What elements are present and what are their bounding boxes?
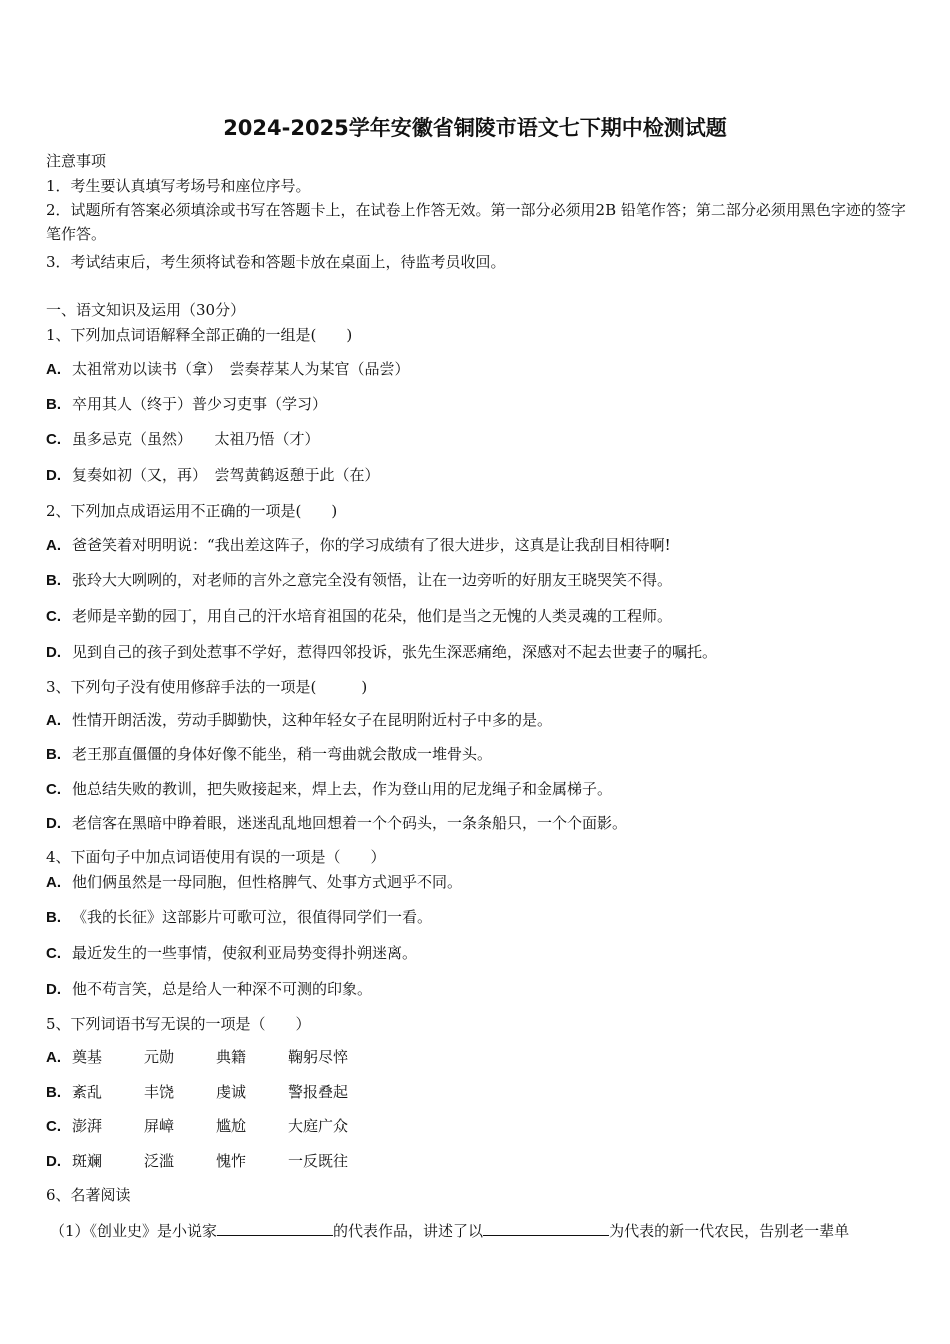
word: 警报叠起: [288, 1083, 349, 1101]
option-text: 他不苟言笑，总是给人一种深不可测的印象。: [72, 980, 373, 998]
option-letter: A.: [46, 874, 61, 891]
notice-item: 1．考生要认真填写考场号和座位序号。: [46, 177, 311, 195]
option: [46, 744, 492, 765]
option-text: 性情开朗活泼，劳动手脚勤快，这种年轻女子在昆明附近村子中多的是。: [72, 711, 553, 729]
question-stem: 4、下面句子中加点词语使用有误的一项是（ ）: [46, 848, 386, 866]
notice-heading: 注意事项: [46, 152, 107, 170]
fill-text: 为代表的新一代农民，告别老一辈单: [609, 1222, 850, 1240]
option: [46, 429, 320, 450]
word: 奠基: [72, 1048, 103, 1066]
option: [46, 465, 380, 486]
option: [46, 570, 672, 591]
option-text: 张玲大大咧咧的，对老师的言外之意完全没有领悟，让在一边旁听的好朋友王晓哭笑不得。: [72, 571, 673, 589]
notice-item: 2．试题所有答案必须填涂或书写在答题卡上，在试卷上作答无效。第一部分必须用2B 铅笔作答；第二部分必须用黑色字迹的签字笔作答。: [46, 201, 906, 243]
fill-in-line: [50, 1219, 849, 1241]
option: [46, 710, 552, 731]
fill-text: （1）《创业史》是小说家: [50, 1222, 218, 1240]
option-letter: C.: [46, 945, 61, 962]
option: [46, 359, 410, 380]
question-stem: 3、下列句子没有使用修辞手法的一项是( ): [46, 678, 368, 696]
option-text: 虽多忌克（虽然） 太祖乃悟（才）: [72, 430, 320, 448]
word: 愧怍: [216, 1152, 247, 1170]
answer-blank[interactable]: [217, 1219, 333, 1236]
option-letter: D.: [46, 981, 61, 998]
option-letter: D.: [46, 644, 61, 661]
option-letter: B.: [46, 746, 61, 763]
word: 屏嶂: [144, 1117, 175, 1135]
option-text: 他们俩虽然是一母同胞，但性格脾气、处事方式迥乎不同。: [72, 873, 463, 891]
word: 一反既往: [288, 1152, 349, 1170]
option-text: 太祖常劝以读书（拿） 尝奏荐某人为某官（品尝）: [72, 360, 410, 378]
option-text: 老王那直僵僵的身体好像不能坐，稍一弯曲就会散成一堆骨头。: [72, 745, 493, 763]
option: [46, 943, 417, 964]
option: [46, 872, 462, 893]
word: 丰饶: [144, 1083, 175, 1101]
option: [46, 1151, 348, 1172]
option-letter: C.: [46, 608, 61, 625]
option-letter: B.: [46, 909, 61, 926]
option-letter: D.: [46, 1153, 61, 1170]
option-letter: D.: [46, 815, 61, 832]
question-stem: 2、下列加点成语运用不正确的一项是( ): [46, 502, 338, 520]
option-text: 最近发生的一些事情，使叙利亚局势变得扑朔迷离。: [72, 944, 418, 962]
word: 澎湃: [72, 1117, 103, 1135]
option: [46, 979, 372, 1000]
answer-blank[interactable]: [483, 1219, 609, 1236]
option-letter: B.: [46, 1084, 61, 1101]
option: [46, 1082, 348, 1103]
option: [46, 535, 671, 556]
option-letter: C.: [46, 431, 61, 448]
word: 大庭广众: [288, 1117, 349, 1135]
option-text: 爸爸笑着对明明说：“我出差这阵子，你的学习成绩有了很大进步，这真是让我刮目相待啊!: [72, 536, 671, 554]
option: [46, 907, 432, 928]
notice-item: 3．考试结束后，考生须将试卷和答题卡放在桌面上，待监考员收回。: [46, 253, 506, 271]
option-text: 复奏如初（又，再） 尝驾黄鹤返憩于此（在）: [72, 466, 380, 484]
option: [46, 779, 612, 800]
option-letter: C.: [46, 1118, 61, 1135]
word: 虔诚: [216, 1083, 247, 1101]
page-title: 2024-2025学年安徽省铜陵市语文七下期中检测试题: [223, 116, 727, 140]
question-stem: 1、下列加点词语解释全部正确的一组是( ): [46, 326, 353, 344]
option-text: 老信客在黑暗中睁着眼，迷迷乱乱地回想着一个个码头，一条条船只，一个个面影。: [72, 814, 628, 832]
section-heading: 一、语文知识及运用（30分）: [46, 301, 246, 319]
question-stem: 5、下列词语书写无误的一项是（ ）: [46, 1015, 311, 1033]
word: 典籍: [216, 1048, 247, 1066]
option: [46, 813, 627, 834]
word: 紊乱: [72, 1083, 103, 1101]
option-text: 见到自己的孩子到处惹事不学好，惹得四邻投诉，张先生深恶痛绝，深感对不起去世妻子的嘱托。: [72, 643, 718, 661]
option-letter: A.: [46, 537, 61, 554]
fill-text: 的代表作品，讲述了以: [333, 1222, 484, 1240]
word: 元勋: [144, 1048, 175, 1066]
option-letter: C.: [46, 781, 61, 798]
question-stem: 6、名著阅读: [46, 1186, 131, 1204]
option: [46, 642, 717, 663]
option-letter: A.: [46, 712, 61, 729]
option-letter: D.: [46, 467, 61, 484]
option-letter: A.: [46, 361, 61, 378]
option-letter: B.: [46, 396, 61, 413]
option-letter: A.: [46, 1049, 61, 1066]
option: [46, 606, 672, 627]
option-text: 卒用其人（终于）普少习吏事（学习）: [72, 395, 328, 413]
option: [46, 1116, 348, 1137]
option-text: 《我的长征》这部影片可歌可泣，很值得同学们一看。: [72, 908, 433, 926]
word: 斑斓: [72, 1152, 103, 1170]
option: [46, 1047, 348, 1068]
word: 泛滥: [144, 1152, 175, 1170]
word: 尴尬: [216, 1117, 247, 1135]
option-letter: B.: [46, 572, 61, 589]
option: [46, 394, 327, 415]
option-text: 他总结失败的教训，把失败接起来，焊上去，作为登山用的尼龙绳子和金属梯子。: [72, 780, 613, 798]
option-text: 老师是辛勤的园丁，用自己的汗水培育祖国的花朵，他们是当之无愧的人类灵魂的工程师。: [72, 607, 673, 625]
word: 鞠躬尽悴: [288, 1048, 349, 1066]
